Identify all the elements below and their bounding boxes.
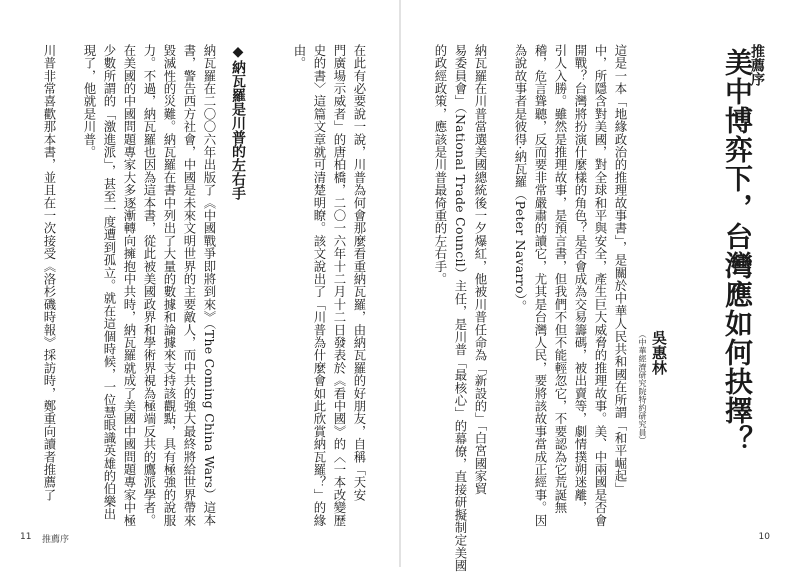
running-title: 推薦序 [42,535,70,545]
page-number-right: 10 [758,532,770,542]
paragraph-line: 力。不過，納瓦羅也因為這本書，從此被美國政界和學術界視為極端反共的鷹派學者。 [142,44,157,527]
chapter-title: 美中博弈下，台灣應如何抉擇？ [721,48,754,454]
paragraph-line: 川普非常喜歡那本書，並且在一次接受《洛杉磯時報》採訪時，鄭重向讀者推薦了 [42,44,57,502]
paragraph-line: 引人入勝。雖然是推理故事，是預言書，但我們不但不能輕忽它，不要認為它荒誕無 [553,44,568,514]
paragraph-line: 現了，他就是川普。 [82,44,97,159]
paragraph-spacer [59,44,79,514]
author-name: 吳惠林 [650,330,668,375]
paragraph-line: 在美國的中國問題專家大多逐漸轉向擁抱中共時，納瓦羅就成了美國中國問題專家中極 [122,44,137,527]
right-body [433,44,630,572]
paragraph-line: 中，所隱含對美國，對全球和平與安全，產生巨大威脅的推理故事。美、中兩國是否會 [593,44,608,527]
paragraph-line: 毀滅性的災難。納瓦羅在書中列出了大量的數據和論據來支持該觀點，具有極強的說服 [162,44,177,527]
paragraph-line: 少數所謂的「激進派」，甚至一度遭到孤立。就在這個時候，一位慧眼識英雄的伯樂出 [102,44,117,521]
author-affiliation: （中華經濟研究院特約研究員） [638,330,647,445]
paragraph-line: 開戰？台灣將扮演什麼樣的角色？是否會成為交易籌碼，被出賣等，劇情撲朔迷離， [573,44,588,514]
paragraph-line: 在此有必要說一說，川普為何會那麼看重納瓦羅，由納瓦羅的好朋友，自稱「天安 [352,44,367,502]
paragraph-line: 門廣場示威者」的唐柏橋，二〇一六年十二月十二日發表於《看中國》的〈一本改變歷 [332,44,347,527]
paragraph-line: 稽，危言聳聽，反而要非常嚴肅的讀它，尤其是台灣人民，要將該故事當成正經事。因 [533,44,548,527]
left-body-bottom [37,44,219,527]
paragraph-line: 由。 [292,44,307,70]
paragraph-line: 納瓦羅在二〇〇六年出版了《中國戰爭即將到來》（The Coming China Wars）這本 [202,44,217,527]
paragraph-line: 史的書〉這篇文章就可清楚明瞭。該文說出了「川普為什麼會如此欣賞納瓦羅？」的緣 [312,44,327,527]
page-number-left: 11 [20,532,32,542]
left-body-top [269,44,369,527]
paragraph-line: 納瓦羅在川普當選美國總統後一夕爆紅，他被川普任命為「新設的」「白宮國家貿 [473,44,488,495]
section-heading: ◆納瓦羅是川普的左右手 [230,44,246,200]
right-page [401,0,800,572]
paragraph-line: 這是一本「地緣政治的推理故事書」，是關於中華人民共和國在所謂「和平崛起」 [613,44,628,495]
paragraph-line: 為說故事者是彼得·納瓦羅（Peter Navarro）。 [513,44,528,313]
paragraph-spacer [490,44,510,514]
author-block [630,330,670,530]
paragraph-line: 的政經政策，應該是川普最倚重的左右手。 [433,44,448,286]
paragraph-line: 書，警告西方社會，中國是未來文明世界的主要敵人，而中共的強大最終將給世界帶來 [182,44,197,527]
paragraph-line: 易委員會」（National Trade Council）主任，是川普「最核心」的幕僚，直接研擬制定美國 [453,44,468,572]
left-page [0,0,399,567]
section-label: 推薦序 [749,44,765,86]
